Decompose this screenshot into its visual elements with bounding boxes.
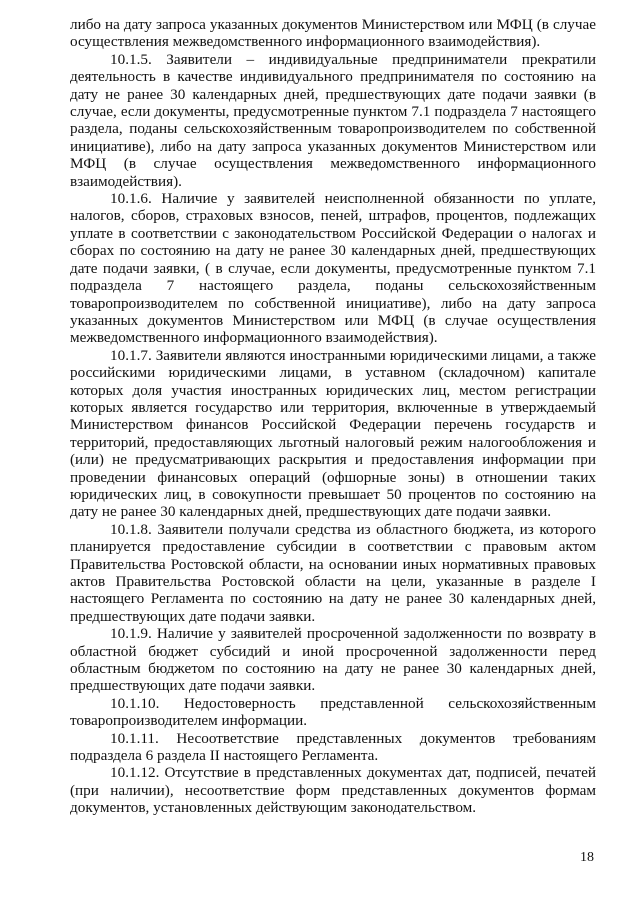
paragraph-10-1-11: 10.1.11. Несоответствие представленных документов требованиям подраздела 6 раздела II настоящего Регламента.: [70, 729, 596, 765]
paragraph-10-1-8: 10.1.8. Заявители получали средства из областного бюджета, из которого планируется предоставление субсидии в соответствии с правовым актом Правительства Ростовской области, на основании иных нормативных правовых актов Правительства Ростовской области на цели, указанные в разделе I настоящего Регламента по состоянию на дату не ранее 30 календарных дней, предшествующих дате подачи заявки.: [70, 520, 596, 625]
paragraph-10-1-10: 10.1.10. Недостоверность представленной сельскохозяйственным товаропроизводителем информации.: [70, 694, 596, 730]
document-body: [70, 16, 596, 817]
paragraph-10-1-7: 10.1.7. Заявители являются иностранными юридическими лицами, а также российскими юридическими лицами, в уставном (складочном) капитале которых доля участия иностранных юридических лиц, местом регистрации которых является государство или территория, включенные в утверждаемый Министерством финансов Российской Федерации перечень государств и территорий, предоставляющих льготный налоговый режим налогообложения и (или) не предусматривающих раскрытия и предоставления информации при проведении финансовых операций (офшорные зоны) в отношении таких юридических лиц, в совокупности превышает 50 процентов по состоянию на дату не ранее 30 календарных дней, предшествующих дате подачи заявки.: [70, 346, 596, 521]
paragraph-10-1-9: 10.1.9. Наличие у заявителей просроченной задолженности по возврату в областной бюджет субсидий и иной просроченной задолженности перед областным бюджетом по состоянию на дату не ранее 30 календарных дней, предшествующих дате подачи заявки.: [70, 625, 596, 695]
paragraph-10-1-12: 10.1.12. Отсутствие в представленных документах дат, подписей, печатей (при наличии), несоответствие форм представленных документов формам документов, установленных действующим законодательством.: [70, 764, 596, 817]
paragraph-10-1-6: 10.1.6. Наличие у заявителей неисполненной обязанности по уплате, налогов, сборов, страховых взносов, пеней, штрафов, процентов, подлежащих уплате в соответствии с законодательством Российской Федерации о налогах и сборах по состоянию на дату не ранее 30 календарных дней, предшествующих дате подачи заявки, ( в случае, если документы, предусмотренные пунктом 7.1 подраздела 7 настоящего раздела, поданы сельскохозяйственным товаропроизводителем по собственной инициативе), либо на дату запроса указанных документов Министерством или МФЦ (в случае осуществления межведомственного информационного взаимодействия).: [70, 190, 596, 347]
page-number: 18: [580, 850, 594, 865]
paragraph-continued: либо на дату запроса указанных документов Министерством или МФЦ (в случае осуществления межведомственного информационного взаимодействия).: [70, 16, 596, 51]
paragraph-10-1-5: 10.1.5. Заявители – индивидуальные предприниматели прекратили деятельность в качестве индивидуального предпринимателя по состоянию на дату не ранее 30 календарных дней, предшествующих дате подачи заявки (в случае, если документы, предусмотренные пунктом 7.1 подраздела 7 настоящего раздела, поданы сельскохозяйственным товаропроизводителем по собственной инициативе), либо на дату запроса указанных документов Министерством или МФЦ (в случае осуществления межведомственного информационного взаимодействия).: [70, 50, 596, 190]
